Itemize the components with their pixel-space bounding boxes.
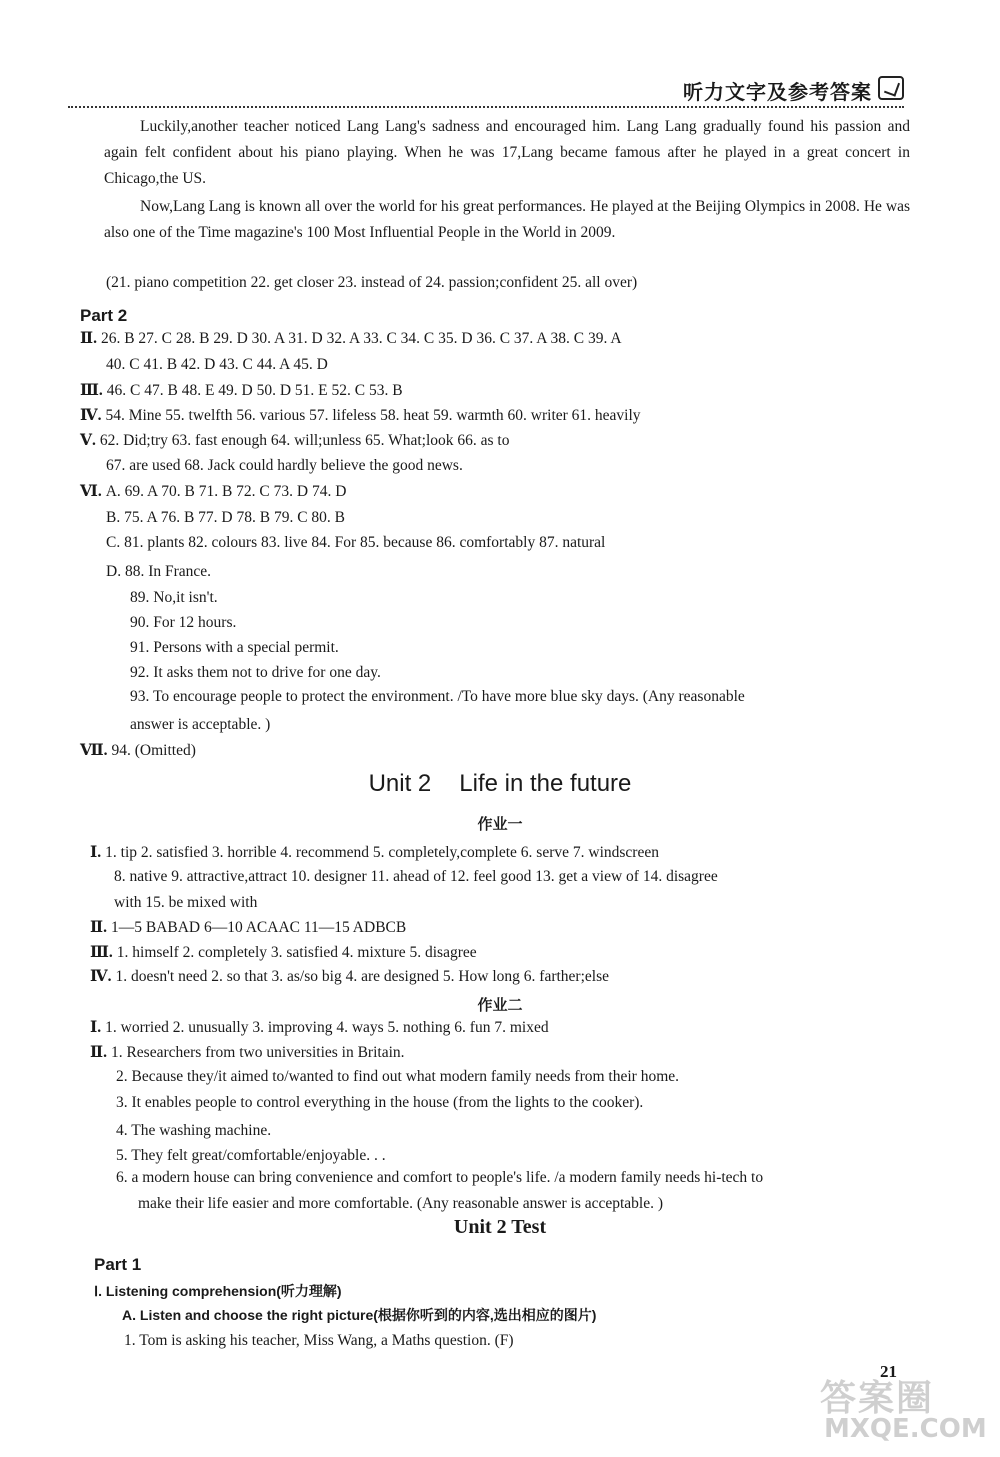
- answer-text: 26. B 27. C 28. B 29. D 30. A 31. D 32. A 33. C 34. C 35. D 36. C 37. A 38. C 39. A: [100, 330, 622, 347]
- answer-row: [90, 942, 477, 964]
- answer-row: [130, 686, 745, 708]
- test-section-heading: Ⅰ. Listening comprehension(听力理解): [94, 1283, 342, 1299]
- section-numeral: Ⅶ.: [80, 742, 108, 759]
- answer-text: 40. C 41. B 42. D 43. C 44. A 45. D: [106, 356, 328, 373]
- watermark-text: 答案圈: [820, 1378, 935, 1419]
- answer-text: 90. For 12 hours.: [130, 614, 237, 631]
- answer-row: [90, 966, 609, 988]
- answer-row: [116, 1145, 386, 1167]
- header-title: 听力文字及参考答案: [683, 80, 872, 104]
- watermark-logo: [820, 1370, 990, 1450]
- answer-text: 6. a modern house can bring convenience and comfort to people's life. /a modern family needs hi-tech to: [116, 1169, 764, 1186]
- answer-row: [130, 612, 236, 634]
- answer-row: [90, 1042, 405, 1064]
- section-numeral: Ⅴ.: [80, 432, 96, 449]
- answer-text: A. 69. A 70. B 71. B 72. C 73. D 74. D: [105, 483, 347, 500]
- answer-text: 8. native 9. attractive,attract 10. designer 11. ahead of 12. feel good 13. get a view of 14. disagree: [114, 868, 718, 885]
- passage-answers: (21. piano competition 22. get closer 23. instead of 24. passion;confident 25. all over): [106, 274, 638, 291]
- answer-row: [130, 662, 381, 684]
- answer-text: make their life easier and more comfortable. (Any reasonable answer is acceptable. ): [138, 1195, 664, 1212]
- answer-text: 4. The washing machine.: [116, 1122, 272, 1139]
- answer-row: [116, 1092, 643, 1114]
- answer-text: B. 75. A 76. B 77. D 78. B 79. C 80. B: [106, 509, 345, 526]
- answer-text: 1. tip 2. satisfied 3. horrible 4. recommend 5. completely,complete 6. serve 7. windscreen: [105, 844, 659, 861]
- answer-row: [90, 917, 406, 939]
- answer-row: [80, 380, 403, 402]
- answer-row: [80, 328, 622, 350]
- answer-text: 62. Did;try 63. fast enough 64. will;unless 65. What;look 66. as to: [99, 432, 510, 449]
- answer-text: 46. C 47. B 48. E 49. D 50. D 51. E 52. C 53. B: [106, 382, 403, 399]
- answer-text: C. 81. plants 82. colours 83. live 84. For 85. because 86. comfortably 87. natural: [106, 534, 606, 551]
- answer-text: 1. himself 2. completely 3. satisfied 4. mixture 5. disagree: [116, 944, 477, 961]
- answer-text: D. 88. In France.: [106, 563, 212, 580]
- answer-row: [90, 1017, 549, 1039]
- answer-text: 89. No,it isn't.: [130, 589, 218, 606]
- answer-row: [130, 637, 339, 659]
- homework-2-heading: 作业二: [477, 996, 523, 1014]
- answer-row: [116, 1120, 271, 1142]
- answer-row: [80, 740, 196, 762]
- section-numeral: Ⅱ.: [80, 330, 97, 347]
- section-numeral: Ⅳ.: [90, 968, 112, 985]
- page-number: 21: [880, 1362, 897, 1381]
- answer-row: [106, 455, 463, 477]
- test-title: Unit 2 Test: [453, 1216, 547, 1238]
- answer-text: 54. Mine 55. twelfth 56. various 57. lifeless 58. heat 59. warmth 60. writer 61. heavily: [105, 407, 641, 424]
- answer-row: [114, 866, 718, 888]
- test-question-1: 1. Tom is asking his teacher, Miss Wang, a Maths question. (F): [124, 1332, 514, 1349]
- answer-text: 93. To encourage people to protect the environment. /To have more blue sky days. (Any reasonable: [130, 688, 745, 705]
- answer-text: 1. Researchers from two universities in Britain.: [110, 1044, 405, 1061]
- answer-text: 1. worried 2. unusually 3. improving 4. ways 5. nothing 6. fun 7. mixed: [105, 1019, 549, 1036]
- section-numeral: Ⅳ.: [80, 407, 102, 424]
- answer-row: [106, 507, 345, 529]
- section-numeral: Ⅰ.: [90, 1019, 102, 1036]
- test-part-1-heading: Part 1: [94, 1255, 142, 1274]
- header-divider: [68, 106, 904, 108]
- answer-row: [80, 430, 509, 452]
- answer-row: [114, 892, 257, 914]
- section-numeral: Ⅰ.: [90, 844, 102, 861]
- watermark-url: MXQE.COM: [824, 1414, 987, 1444]
- header-logo-icon: [878, 76, 904, 100]
- answer-text: 92. It asks them not to drive for one day.: [130, 664, 381, 681]
- answer-text: 5. They felt great/comfortable/enjoyable. . .: [116, 1147, 386, 1164]
- answer-row: [138, 1193, 663, 1215]
- answer-text: with 15. be mixed with: [114, 894, 258, 911]
- answer-text: 94. (Omitted): [111, 742, 196, 759]
- unit-number: Unit 2: [368, 770, 432, 797]
- answer-text: 1. doesn't need 2. so that 3. as/so big 4. are designed 5. How long 6. farther;else: [115, 968, 609, 985]
- answer-row: [80, 405, 641, 427]
- answer-row: [90, 842, 659, 864]
- part-2-heading: Part 2: [80, 306, 128, 325]
- test-subsection-heading: A. Listen and choose the right picture(根据你听到的内容,选出相应的图片): [122, 1307, 597, 1323]
- answer-text: 91. Persons with a special permit.: [130, 639, 339, 656]
- section-numeral: Ⅲ.: [90, 944, 113, 961]
- section-numeral: Ⅵ.: [80, 483, 102, 500]
- answer-row: [116, 1167, 763, 1189]
- answer-text: 67. are used 68. Jack could hardly believe the good news.: [106, 457, 463, 474]
- unit-title: [0, 770, 1000, 798]
- passage-paragraph-2: Now,Lang Lang is known all over the world for his great performances. He played at the Beijing Olympics in 2008. He was also one of the Time magazine's 100 Most Influential People in the World in 2009.: [104, 198, 910, 241]
- section-numeral: Ⅱ.: [90, 919, 107, 936]
- answer-text: 2. Because they/it aimed to/wanted to find out what modern family needs from their home.: [116, 1068, 680, 1085]
- answer-row: [106, 561, 211, 583]
- answer-row: [130, 587, 218, 609]
- answer-text: 3. It enables people to control everything in the house (from the lights to the cooker).: [116, 1094, 644, 1111]
- answer-text: answer is acceptable. ): [130, 716, 271, 733]
- section-numeral: Ⅱ.: [90, 1044, 107, 1061]
- answer-row: [106, 354, 328, 376]
- unit-name: Life in the future: [459, 770, 632, 797]
- answer-row: [106, 532, 605, 554]
- answer-text: 1—5 BABAD 6—10 ACAAC 11—15 ADBCB: [110, 919, 407, 936]
- section-numeral: Ⅲ.: [80, 382, 103, 399]
- answer-row: [116, 1066, 679, 1088]
- answer-row: [130, 714, 270, 736]
- answer-row: [80, 481, 346, 503]
- homework-1-heading: 作业一: [477, 815, 523, 833]
- passage-paragraph-1: Luckily,another teacher noticed Lang Lang's sadness and encouraged him. Lang Lang gradually found his passion and again felt confident about his piano playing. When he was 17,Lang became famous after he played in a great concert in Chicago,the US.: [104, 118, 910, 187]
